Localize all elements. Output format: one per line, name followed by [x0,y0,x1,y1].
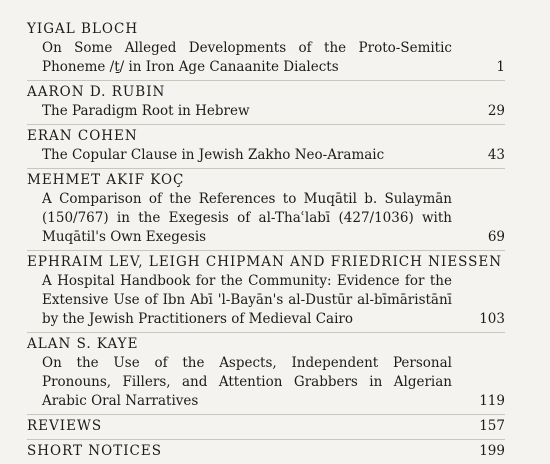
entry-title: On Some Alleged Developments of the Proto-Semitic Phoneme /ṯ/ in Iron Age Canaanite Dialects [42,40,452,75]
toc-section-short-notices [27,440,505,464]
toc-entry-bloch [27,18,505,81]
toc-entry-kaye [27,333,505,415]
toc-section-reviews [27,415,505,440]
entry-page-number: 119 [479,393,505,409]
entry-author: YIGAL BLOCH [27,21,139,37]
entry-author: AARON D. RUBIN [27,84,166,100]
toc-entry-koc [27,169,505,251]
toc-entry-cohen [27,125,505,169]
entry-title: The Copular Clause in Jewish Zakho Neo-Aramaic [42,147,385,163]
entry-page-number: 29 [487,103,505,119]
toc-entry-lev-chipman-niessen [27,251,505,333]
section-label: REVIEWS [27,418,103,434]
section-label: SHORT NOTICES [27,443,162,459]
section-page-number: 199 [479,443,505,459]
entry-title: A Hospital Handbook for the Community: Evidence for the Extensive Use of Ibn Abī 'l-Bayān's al-Dustūr al-bīmāristānī by the Jewish Practitioners of Medieval Cairo [42,273,452,327]
entry-title: The Paradigm Root in Hebrew [42,103,250,119]
entry-author: MEHMET AKIF KOÇ [27,172,185,188]
entry-author: ERAN COHEN [27,128,138,144]
entry-page-number: 69 [487,229,505,245]
entry-title: On the Use of the Aspects, Independent Personal Pronouns, Fillers, and Attention Grabbers in Algerian Arabic Oral Narratives [42,355,452,409]
entry-page-number: 1 [496,59,505,75]
entry-title: A Comparison of the References to Muqātil b. Sulaymān (150/767) in the Exegesis of al-Thaʿlabī (427/1036) with Muqātil's Own Exegesis [42,191,452,245]
entry-author: EPHRAIM LEV, LEIGH CHIPMAN AND FRIEDRICH NIESSEN [27,254,503,270]
section-page-number: 157 [479,418,505,434]
toc-entry-rubin [27,81,505,125]
entry-author: ALAN S. KAYE [27,336,139,352]
entry-page-number: 43 [487,147,505,163]
entry-page-number: 103 [479,311,505,327]
